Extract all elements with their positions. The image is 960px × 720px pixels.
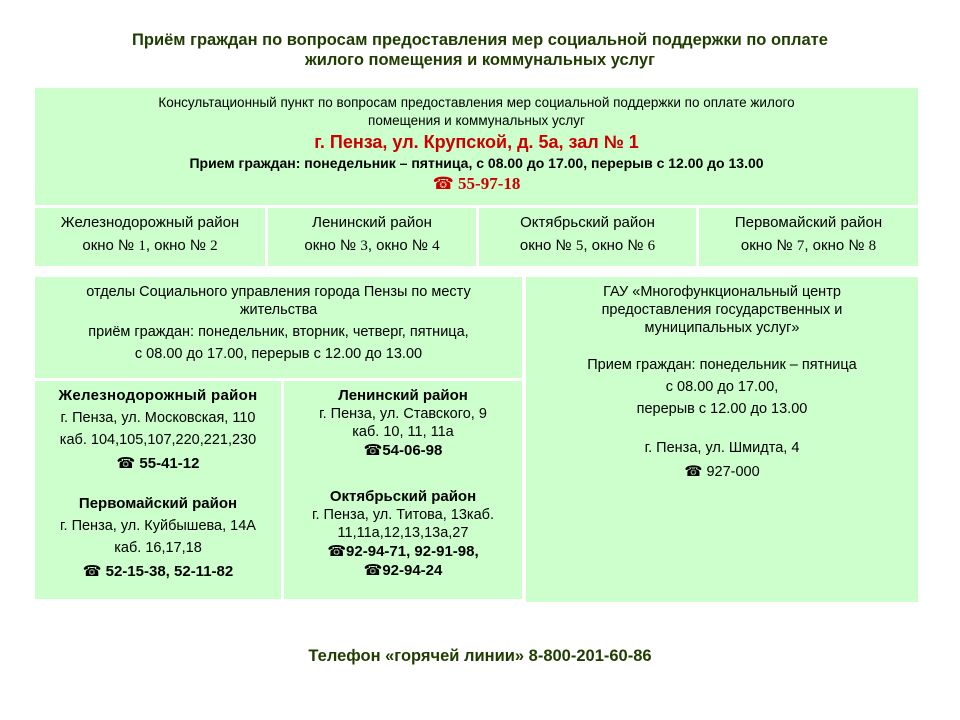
window-numbers: [35, 236, 265, 256]
office-phone-pervomay: [35, 562, 281, 581]
social-dept-hours: с 08.00 до 17.00, перерыв с 12.00 до 13.00: [134, 346, 423, 362]
hotline: Телефон «горячей линии» 8-800-201-60-86: [308, 647, 652, 665]
office-address-pervomay: г. Пенза, ул. Куйбышева, 14А: [60, 518, 256, 534]
consultation-title: [35, 94, 918, 130]
mfc-hours-line-1: Прием граждан: понедельник – пятница: [587, 357, 857, 373]
office-name-pervomay: Первомайский район: [78, 495, 238, 512]
office-rooms-lenin: каб. 10, 11, 11а: [352, 424, 454, 440]
office-phone-number: 92-94-71, 92-91-98,: [346, 543, 479, 560]
office-rooms-pervomay: каб. 16,17,18: [114, 540, 202, 556]
consultation-box: [35, 88, 918, 205]
mfc-hours-line-2: с 08.00 до 17.00,: [665, 379, 779, 395]
window-cell-oktyabr: [479, 208, 696, 266]
mfc-address: г. Пенза, ул. Шмидта, 4: [644, 440, 800, 456]
window-number: 3: [360, 238, 368, 254]
consultation-phone: [35, 172, 918, 196]
office-name-oktyabr: Октябрьский район: [329, 488, 477, 505]
window-district: Ленинский район: [312, 214, 432, 231]
office-address-oktyabr: г. Пенза, ул. Титова, 13каб.: [311, 507, 494, 523]
window-district: Первомайский район: [734, 214, 883, 231]
window-label: окно №: [740, 237, 797, 254]
consultation-address: г. Пенза, ул. Крупской, д. 5а, зал № 1: [314, 132, 639, 152]
window-number: 2: [210, 238, 218, 254]
office-phone-lenin: [284, 441, 522, 460]
office-rooms-oktyabr: 11,11а,12,13,13а,27: [337, 525, 469, 541]
window-number: 6: [647, 238, 656, 254]
social-dept-title: [35, 283, 522, 319]
window-district: Октябрьский район: [520, 214, 655, 231]
window-label: , окно №: [583, 237, 648, 254]
social-dept-title-line-2: жительства: [239, 302, 318, 318]
consultation-title-line-2: помещения и коммунальных услуг: [368, 113, 585, 128]
window-number: 8: [868, 238, 877, 254]
office-phone-zhd: [35, 454, 281, 473]
mfc-name: [526, 283, 918, 337]
page-title: [40, 30, 920, 70]
consultation-hours: Прием граждан: понедельник – пятница, с 08.00 до 17.00, перерыв с 12.00 до 13.00: [189, 155, 764, 171]
window-label: окно №: [82, 237, 139, 254]
mfc-hours-line-3: перерыв с 12.00 до 13.00: [636, 401, 808, 417]
window-label: , окно №: [145, 237, 211, 254]
window-numbers: [479, 236, 696, 256]
office-address-lenin: г. Пенза, ул. Ставского, 9: [319, 406, 487, 422]
office-address-zhd: г. Пенза, ул. Московская, 110: [60, 410, 256, 426]
window-numbers: [268, 236, 476, 256]
window-district: Железнодорожный район: [60, 214, 240, 231]
social-dept-days: приём граждан: понедельник, вторник, четверг, пятница,: [88, 324, 469, 340]
mfc-phone: [526, 463, 918, 481]
mfc-box: [526, 277, 918, 602]
office-name-zhd: Железнодорожный район: [58, 387, 258, 404]
mfc-name-line-1: ГАУ «Многофункциональный центр: [603, 284, 841, 300]
window-number: 5: [575, 238, 584, 254]
window-cell-lenin: [268, 208, 476, 266]
office-name-lenin: Ленинский район: [338, 387, 468, 404]
office-phone-oktyabr: [284, 542, 522, 561]
mfc-name-line-2: предоставления государственных и: [601, 302, 843, 318]
window-numbers: [699, 236, 918, 256]
social-dept-title-line-1: отделы Социального управления города Пензы по месту: [86, 284, 471, 300]
phone-icon: ☎: [363, 441, 383, 459]
phone-icon: ☎: [432, 174, 454, 194]
office-phone-oktyabr-2: [284, 561, 522, 580]
window-cell-zhd: [35, 208, 265, 266]
phone-icon: ☎: [327, 542, 347, 560]
office-column-left: [35, 381, 281, 599]
window-number: 4: [432, 238, 440, 254]
window-number: 1: [138, 238, 146, 254]
mfc-name-line-3: муниципальных услуг»: [644, 320, 800, 336]
office-phone-number: 52-15-38, 52-11-82: [105, 563, 234, 580]
office-column-right: [284, 381, 522, 599]
mfc-hours: [526, 354, 918, 420]
mfc-phone-number: 927-000: [706, 464, 760, 480]
social-dept-header: [35, 277, 522, 378]
window-label: , окно №: [367, 237, 433, 254]
phone-icon: ☎: [116, 454, 136, 472]
office-phone-number: 55-41-12: [139, 455, 200, 472]
window-cell-pervomay: [699, 208, 918, 266]
phone-icon: ☎: [684, 464, 703, 480]
consultation-phone-number: 55-97-18: [458, 174, 521, 193]
window-label: , окно №: [804, 237, 869, 254]
window-number: 7: [796, 238, 805, 254]
phone-icon: ☎: [82, 562, 102, 580]
office-rooms-zhd: каб. 104,105,107,220,221,230: [59, 432, 257, 448]
phone-icon: ☎: [363, 561, 383, 579]
title-line-2: жилого помещения и коммунальных услуг: [305, 51, 655, 69]
office-phone-number: 54-06-98: [382, 442, 443, 459]
consultation-title-line-1: Консультационный пункт по вопросам предоставления мер социальной поддержки по оплате жилого: [158, 95, 795, 110]
title-line-1: Приём граждан по вопросам предоставления мер социальной поддержки по оплате: [132, 31, 828, 49]
window-label: окно №: [519, 237, 576, 254]
office-phone-number: 92-94-24: [382, 562, 443, 579]
window-label: окно №: [304, 237, 361, 254]
